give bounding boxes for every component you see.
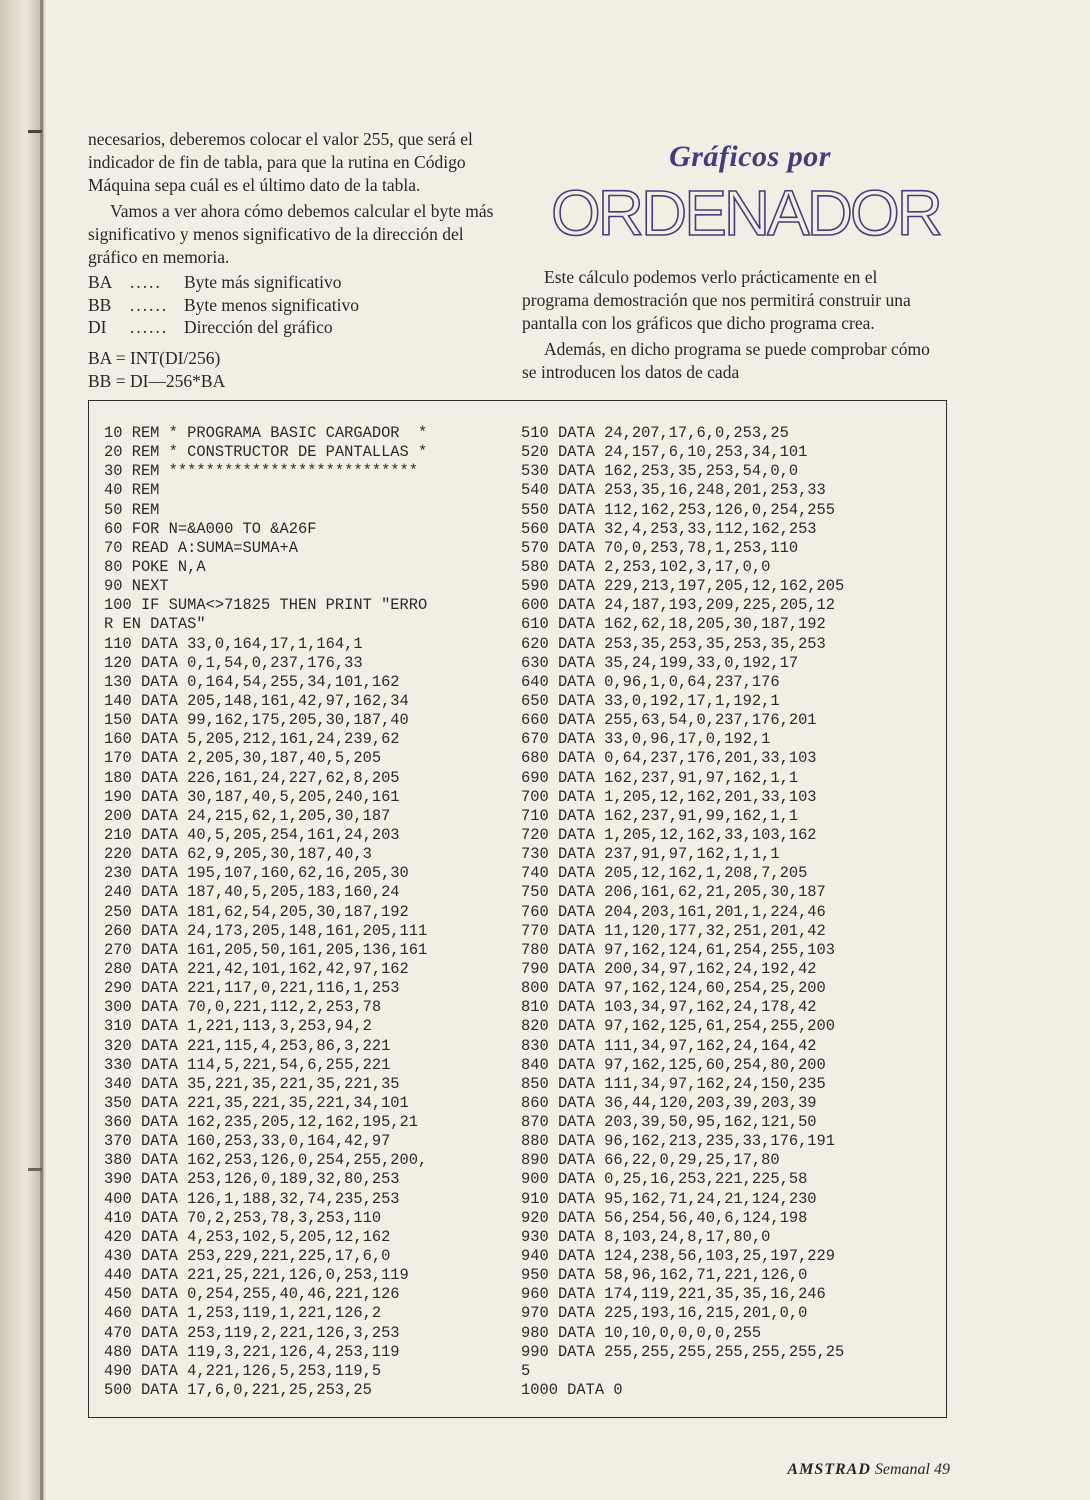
- code-line: 540 DATA 253,35,16,248,201,253,33: [521, 481, 826, 500]
- code-line: 340 DATA 35,221,35,221,35,221,35: [104, 1074, 400, 1093]
- definition-dots: ......: [130, 294, 169, 315]
- definition-desc: Dirección del gráfico: [184, 317, 333, 338]
- page-footer: [787, 1461, 950, 1479]
- code-line: 90 NEXT: [104, 577, 169, 596]
- code-line: 600 DATA 24,187,193,209,225,205,12: [521, 596, 836, 615]
- code-line: 720 DATA 1,205,12,162,33,103,162: [521, 825, 817, 844]
- code-line: 220 DATA 62,9,205,30,187,40,3: [104, 845, 372, 864]
- code-line: 320 DATA 221,115,4,253,86,3,221: [104, 1036, 391, 1055]
- code-line: 10 REM * PROGRAMA BASIC CARGADOR *: [104, 424, 428, 442]
- code-line: 930 DATA 8,103,24,8,17,80,0: [521, 1227, 771, 1246]
- code-line: 1000 DATA 0: [521, 1381, 623, 1400]
- code-line: 310 DATA 1,221,113,3,253,94,2: [104, 1017, 372, 1036]
- code-line: 410 DATA 70,2,253,78,3,253,110: [104, 1208, 382, 1227]
- code-line: 430 DATA 253,229,221,225,17,6,0: [104, 1247, 391, 1266]
- spine-mark-lower: [28, 1168, 42, 1171]
- right-paragraph-1: Este cálculo podemos verlo prácticamente en el programa demostración que nos permitirá construir una pantalla con los gráficos que dicho programa crea.: [522, 267, 911, 333]
- code-line: 690 DATA 162,237,91,97,162,1,1: [521, 768, 799, 787]
- code-line: 470 DATA 253,119,2,221,126,3,253: [104, 1323, 400, 1342]
- code-line: 650 DATA 33,0,192,17,1,192,1: [521, 691, 780, 710]
- code-line: 550 DATA 112,162,253,126,0,254,255: [521, 500, 836, 519]
- spine-mark: [28, 130, 42, 133]
- code-line: 750 DATA 206,161,62,21,205,30,187: [521, 883, 826, 902]
- code-line: 260 DATA 24,173,205,148,161,205,111: [104, 921, 428, 940]
- code-line: 170 DATA 2,205,30,187,40,5,205: [104, 749, 382, 768]
- code-line: 730 DATA 237,91,97,162,1,1,1: [521, 845, 780, 864]
- code-line: 130 DATA 0,164,54,255,34,101,162: [104, 672, 400, 691]
- code-line: 920 DATA 56,254,56,40,6,124,198: [521, 1208, 808, 1227]
- code-line: 610 DATA 162,62,18,205,30,187,192: [521, 615, 826, 634]
- code-line: 850 DATA 111,34,97,162,24,150,235: [521, 1074, 826, 1093]
- code-line: 820 DATA 97,162,125,61,254,255,200: [521, 1017, 836, 1036]
- code-line: 200 DATA 24,215,62,1,205,30,187: [104, 806, 391, 825]
- left-paragraph-1: necesarios, deberemos colocar el valor 255, que será el indicador de fin de tabla, para que la rutina en Código Máquina sepa cuál es el último dato de la tabla.: [88, 129, 473, 195]
- code-line: 740 DATA 205,12,162,1,208,7,205: [521, 864, 808, 883]
- code-line: 30 REM ***************************: [104, 462, 419, 481]
- code-line: 460 DATA 1,253,119,1,221,126,2: [104, 1304, 382, 1323]
- code-line: 270 DATA 161,205,50,161,205,136,161: [104, 940, 428, 959]
- code-line: 620 DATA 253,35,253,35,253,35,253: [521, 634, 826, 653]
- page-number: 49: [934, 1461, 950, 1478]
- code-line: 670 DATA 33,0,96,17,0,192,1: [521, 730, 771, 749]
- code-line: 800 DATA 97,162,124,60,254,25,200: [521, 979, 826, 998]
- code-line: 440 DATA 221,25,221,126,0,253,119: [104, 1266, 409, 1285]
- code-line: 5: [521, 1361, 531, 1380]
- definition-dots: ......: [130, 317, 169, 338]
- code-line: 350 DATA 221,35,221,35,221,34,101: [104, 1093, 409, 1112]
- code-line: 210 DATA 40,5,205,254,161,24,203: [104, 825, 400, 844]
- code-line: 80 POKE N,A: [104, 557, 206, 576]
- code-line: 770 DATA 11,120,177,32,251,201,42: [521, 921, 826, 940]
- definition-dots: .....: [130, 271, 162, 292]
- code-line: 580 DATA 2,253,102,3,17,0,0: [521, 557, 771, 576]
- definitions-list: [88, 271, 508, 339]
- code-line: 840 DATA 97,162,125,60,254,80,200: [521, 1055, 826, 1074]
- code-line: 700 DATA 1,205,12,162,201,33,103: [521, 787, 817, 806]
- code-line: 640 DATA 0,96,1,0,64,237,176: [521, 672, 780, 691]
- code-line: 680 DATA 0,64,237,176,201,33,103: [521, 749, 817, 768]
- formula-bb: BB = DI—256*BA: [88, 370, 226, 391]
- code-line: 660 DATA 255,63,54,0,237,176,201: [521, 711, 817, 730]
- code-line: 280 DATA 221,42,101,162,42,97,162: [104, 959, 409, 978]
- code-line: 420 DATA 4,253,102,5,205,12,162: [104, 1227, 391, 1246]
- code-line: 790 DATA 200,34,97,162,24,192,42: [521, 959, 817, 978]
- code-line: 360 DATA 162,235,205,12,162,195,21: [104, 1113, 419, 1132]
- code-line: 50 REM: [104, 500, 160, 519]
- definition-key: DI: [88, 317, 107, 338]
- definition-desc: Byte menos significativo: [184, 294, 359, 315]
- definition-row: [88, 294, 508, 317]
- code-line: 480 DATA 119,3,221,126,4,253,119: [104, 1342, 400, 1361]
- code-line: 300 DATA 70,0,221,112,2,253,78: [104, 998, 382, 1017]
- code-line: 40 REM: [104, 481, 160, 500]
- left-paragraph-2: Vamos a ver ahora cómo debemos calcular el byte más significativo y menos significativo de la dirección del gráfico en memoria.: [88, 201, 494, 267]
- footer-brand: AMSTRAD: [787, 1461, 871, 1478]
- formula-ba: BA = INT(DI/256): [88, 348, 221, 369]
- code-line: 710 DATA 162,237,91,99,162,1,1: [521, 806, 799, 825]
- code-line: 560 DATA 32,4,253,33,112,162,253: [521, 519, 817, 538]
- code-line: 100 IF SUMA<>71825 THEN PRINT "ERRO: [104, 596, 428, 615]
- code-line: 60 FOR N=&A000 TO &A26F: [104, 519, 317, 538]
- code-line: 570 DATA 70,0,253,78,1,253,110: [521, 538, 799, 557]
- definition-row: [88, 316, 508, 339]
- code-line: 180 DATA 226,161,24,227,62,8,205: [104, 768, 400, 787]
- definition-key: BA: [88, 271, 113, 292]
- code-line: 510 DATA 24,207,17,6,0,253,25: [521, 424, 789, 442]
- book-spine: [0, 0, 44, 1500]
- code-line: 890 DATA 66,22,0,29,25,17,80: [521, 1151, 780, 1170]
- right-text-column: [522, 262, 942, 384]
- code-line: 160 DATA 5,205,212,161,24,239,62: [104, 730, 400, 749]
- definition-desc: Byte más significativo: [184, 271, 342, 292]
- code-line: R EN DATAS": [104, 615, 206, 634]
- code-line: 250 DATA 181,62,54,205,30,187,192: [104, 902, 409, 921]
- code-line: 290 DATA 221,117,0,221,116,1,253: [104, 979, 400, 998]
- code-line: 190 DATA 30,187,40,5,205,240,161: [104, 787, 400, 806]
- left-text-column: [88, 128, 508, 393]
- code-line: 490 DATA 4,221,126,5,253,119,5: [104, 1361, 382, 1380]
- code-line: 760 DATA 204,203,161,201,1,224,46: [521, 902, 826, 921]
- code-line: 20 REM * CONSTRUCTOR DE PANTALLAS *: [104, 443, 428, 462]
- code-line: 330 DATA 114,5,221,54,6,255,221: [104, 1055, 391, 1074]
- code-line: 120 DATA 0,1,54,0,237,176,33: [104, 653, 363, 672]
- code-line: 980 DATA 10,10,0,0,0,0,255: [521, 1323, 762, 1342]
- code-line: 940 DATA 124,238,56,103,25,197,229: [521, 1247, 836, 1266]
- code-line: 880 DATA 96,162,213,235,33,176,191: [521, 1132, 836, 1151]
- code-line: 520 DATA 24,157,6,10,253,34,101: [521, 443, 808, 462]
- code-line: 590 DATA 229,213,197,205,12,162,205: [521, 577, 845, 596]
- code-line: 70 READ A:SUMA=SUMA+A: [104, 538, 298, 557]
- code-line: 140 DATA 205,148,161,42,97,162,34: [104, 691, 409, 710]
- code-line: 240 DATA 187,40,5,205,183,160,24: [104, 883, 400, 902]
- code-line: 990 DATA 255,255,255,255,255,255,25: [521, 1342, 845, 1361]
- code-line: 780 DATA 97,162,124,61,254,255,103: [521, 940, 836, 959]
- code-line: 910 DATA 95,162,71,24,21,124,230: [521, 1189, 817, 1208]
- code-line: 630 DATA 35,24,199,33,0,192,17: [521, 653, 799, 672]
- code-line: 450 DATA 0,254,255,40,46,221,126: [104, 1285, 400, 1304]
- code-line: 810 DATA 103,34,97,162,24,178,42: [521, 998, 817, 1017]
- code-listing-left-column: [104, 424, 427, 1400]
- code-line: 960 DATA 174,119,221,35,35,16,246: [521, 1285, 826, 1304]
- definition-row: [88, 271, 508, 294]
- section-heading-small: Gráficos por: [669, 140, 831, 173]
- code-line: 830 DATA 111,34,97,162,24,164,42: [521, 1036, 817, 1055]
- code-line: 370 DATA 160,253,33,0,164,42,97: [104, 1132, 391, 1151]
- code-line: 900 DATA 0,25,16,253,221,225,58: [521, 1170, 808, 1189]
- spine-edge: [40, 0, 43, 1500]
- code-line: 870 DATA 203,39,50,95,162,121,50: [521, 1113, 817, 1132]
- right-paragraph-2: Además, en dicho programa se puede comprobar cómo se introducen los datos de cada: [522, 339, 930, 383]
- code-line: 110 DATA 33,0,164,17,1,164,1: [104, 634, 363, 653]
- code-line: 950 DATA 58,96,162,71,221,126,0: [521, 1266, 808, 1285]
- code-listing-right-column: [521, 424, 844, 1400]
- code-line: 380 DATA 162,253,126,0,254,255,200,: [104, 1151, 428, 1170]
- definition-key: BB: [88, 294, 112, 315]
- code-line: 400 DATA 126,1,188,32,74,235,253: [104, 1189, 400, 1208]
- code-line: 230 DATA 195,107,160,62,16,205,30: [104, 864, 409, 883]
- code-line: 150 DATA 99,162,175,205,30,187,40: [104, 711, 409, 730]
- code-line: 390 DATA 253,126,0,189,32,80,253: [104, 1170, 400, 1189]
- formulas: [88, 347, 508, 393]
- section-heading-big: ORDENADOR: [550, 177, 941, 249]
- code-line: 530 DATA 162,253,35,253,54,0,0: [521, 462, 799, 481]
- code-line: 500 DATA 17,6,0,221,25,253,25: [104, 1381, 372, 1400]
- footer-section: Semanal: [874, 1461, 930, 1478]
- code-line: 970 DATA 225,193,16,215,201,0,0: [521, 1304, 808, 1323]
- code-line: 860 DATA 36,44,120,203,39,203,39: [521, 1093, 817, 1112]
